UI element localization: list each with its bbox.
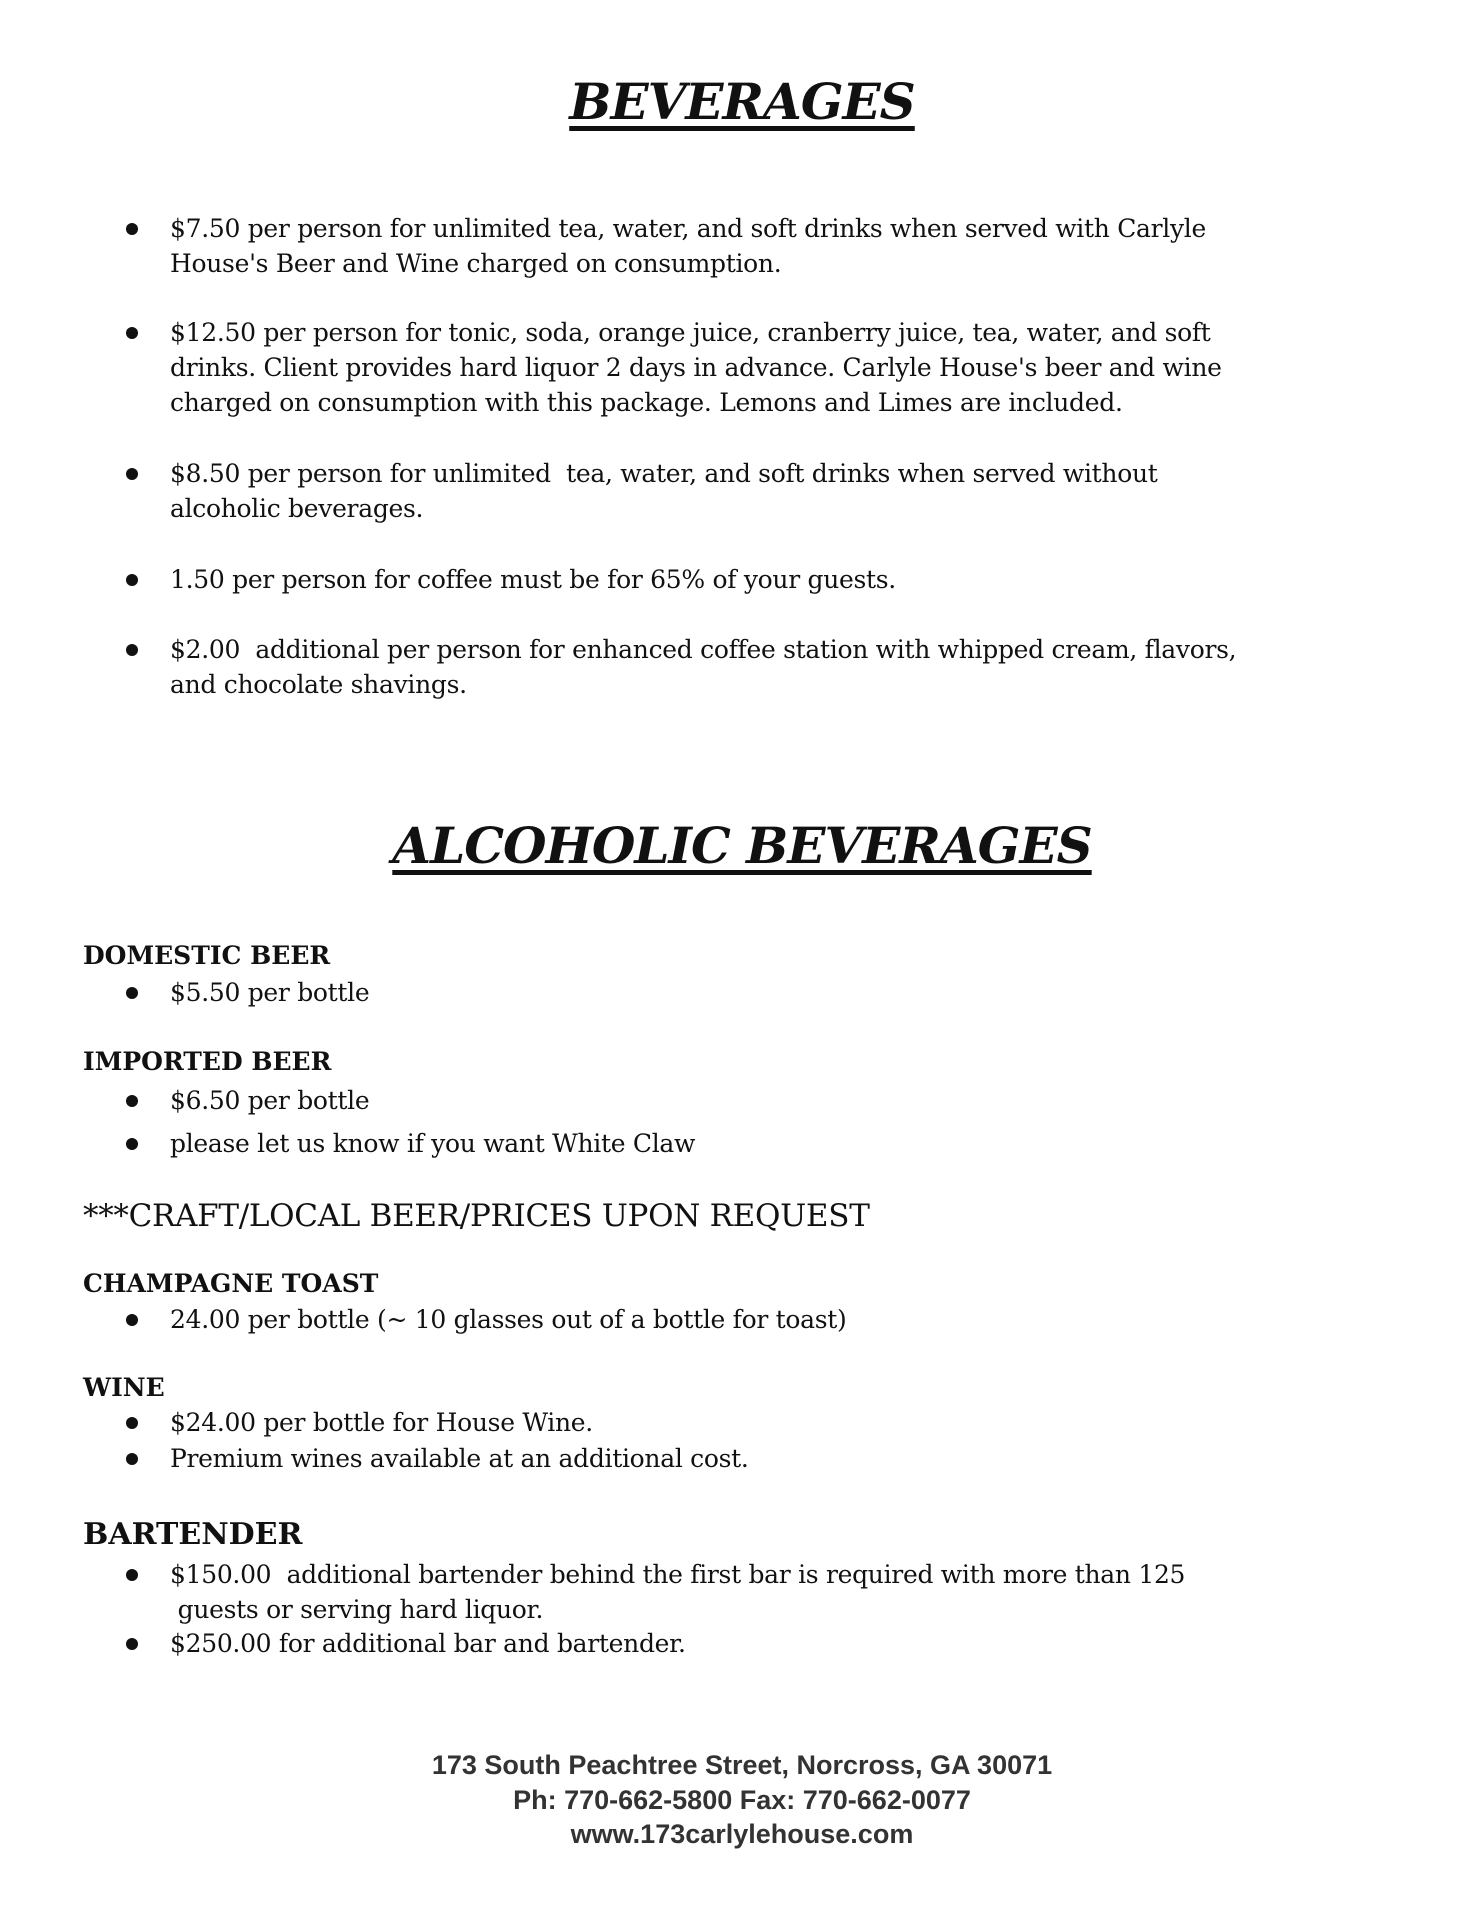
bullet-icon [126,327,138,339]
bullet-icon [126,574,138,586]
champagne-toast-heading: CHAMPAGNE TOAST [83,1269,379,1298]
bartender-item-2-line-1: $250.00 for additional bar and bartender. [170,1629,686,1658]
bullet-icon [126,1095,138,1107]
bullet-icon [126,1138,138,1150]
bullet-icon [126,468,138,480]
bartender-item-1-line-2: guests or serving hard liquor. [170,1595,544,1624]
beverage-item-2-line-1: $12.50 per person for tonic, soda, orange juice, cranberry juice, tea, water, and soft [170,318,1211,347]
bullet-icon [126,644,138,656]
footer-address: 173 South Peachtree Street, Norcross, GA 30071 [431,1750,1053,1780]
imported-beer-heading: IMPORTED BEER [83,1047,332,1076]
craft-beer-note: ***CRAFT/LOCAL BEER/PRICES UPON REQUEST [83,1198,870,1234]
wine-premium-note: Premium wines available at an additional cost. [170,1444,749,1473]
wine-heading: WINE [83,1373,165,1402]
beverage-item-3-line-2: alcoholic beverages. [170,494,424,523]
bullet-icon [126,1314,138,1326]
champagne-price: 24.00 per bottle (~ 10 glasses out of a bottle for toast) [170,1305,847,1334]
domestic-beer-heading: DOMESTIC BEER [83,941,331,970]
beverage-item-1-line-2: House's Beer and Wine charged on consumption. [170,249,782,278]
beverage-item-2-line-2: drinks. Client provides hard liquor 2 days in advance. Carlyle House's beer and wine [170,353,1222,382]
bartender-heading: BARTENDER [83,1517,303,1552]
beverages-title: BEVERAGES [569,72,915,131]
beverage-item-1-line-1: $7.50 per person for unlimited tea, water, and soft drinks when served with Carlyle [170,214,1206,243]
beverage-item-3-line-1: $8.50 per person for unlimited tea, water, and soft drinks when served without [170,459,1158,488]
wine-house-price: $24.00 per bottle for House Wine. [170,1408,593,1437]
bullet-icon [126,1453,138,1465]
beverage-item-4-line-1: 1.50 per person for coffee must be for 65% of your guests. [170,565,896,594]
bullet-icon [126,987,138,999]
bullet-icon [126,1569,138,1581]
bullet-icon [126,1417,138,1429]
imported-beer-price: $6.50 per bottle [170,1086,370,1115]
footer-website[interactable]: www.173carlylehouse.com [570,1819,914,1849]
alcoholic-beverages-title: ALCOHOLIC BEVERAGES [392,816,1092,875]
bullet-icon [126,223,138,235]
footer-phone: Ph: 770-662-5800 Fax: 770-662-0077 [513,1785,971,1815]
beverage-item-5-line-1: $2.00 additional per person for enhanced coffee station with whipped cream, flavors, [170,635,1237,664]
beverage-item-5-line-2: and chocolate shavings. [170,670,467,699]
bartender-item-1-line-1: $150.00 additional bartender behind the first bar is required with more than 125 [170,1560,1186,1589]
bullet-icon [126,1638,138,1650]
beverage-item-2-line-3: charged on consumption with this package. Lemons and Limes are included. [170,388,1123,417]
imported-beer-note: please let us know if you want White Claw [170,1129,696,1158]
domestic-beer-price: $5.50 per bottle [170,978,370,1007]
